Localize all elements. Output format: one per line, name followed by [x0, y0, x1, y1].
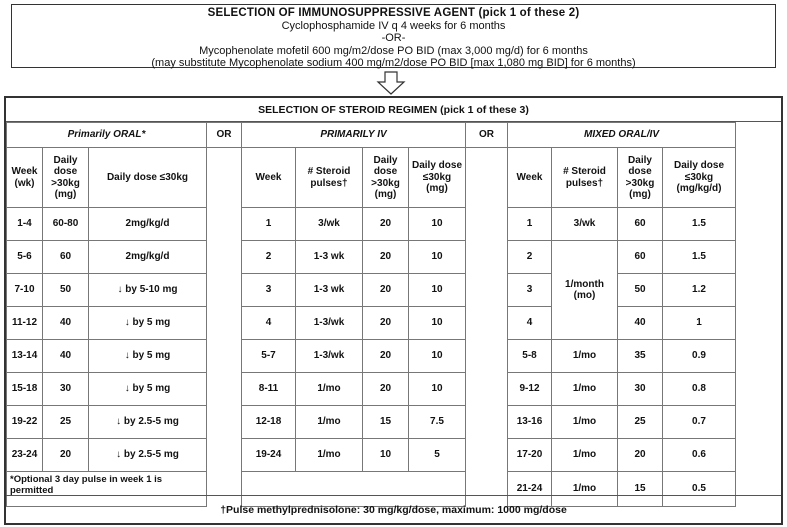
mixed-cell: 0.6 [663, 439, 736, 472]
mixed-cell: 0.8 [663, 373, 736, 406]
mixed-cell: 21-24 [508, 472, 552, 507]
mixed-cell: 35 [618, 340, 663, 373]
mixed-cell: 40 [618, 307, 663, 340]
mixed-cell: 20 [618, 439, 663, 472]
iv-cell: 1-3 wk [296, 274, 363, 307]
mixed-header-pulses: # Steroid pulses† [552, 148, 618, 208]
oral-cell: 15-18 [7, 373, 43, 406]
oral-cell: 5-6 [7, 241, 43, 274]
table-row [7, 208, 736, 241]
oral-cell: ↓ by 5 mg [89, 307, 207, 340]
iv-cell: 1/mo [296, 439, 363, 472]
mixed-header-dose-under30: Daily dose ≤30kg (mg/kg/d) [663, 148, 736, 208]
mixed-cell: 1/mo [552, 439, 618, 472]
iv-cell: 3 [242, 274, 296, 307]
mixed-cell: 60 [618, 241, 663, 274]
mixed-cell: 1.5 [663, 241, 736, 274]
table-row [7, 307, 736, 340]
oral-cell: 19-22 [7, 406, 43, 439]
oral-cell: 60 [43, 241, 89, 274]
oral-cell: 60-80 [43, 208, 89, 241]
iv-cell: 2 [242, 241, 296, 274]
iv-cell: 15 [363, 406, 409, 439]
mixed-cell: 13-16 [508, 406, 552, 439]
iv-cell: 20 [363, 241, 409, 274]
oral-cell: 1-4 [7, 208, 43, 241]
mixed-cell: 3 [508, 274, 552, 307]
oral-cell: 20 [43, 439, 89, 472]
mixed-cell: 3/wk [552, 208, 618, 241]
mixed-cell: 9-12 [508, 373, 552, 406]
iv-cell: 4 [242, 307, 296, 340]
iv-cell: 5-7 [242, 340, 296, 373]
iv-header-dose-over30: Daily dose >30kg (mg) [363, 148, 409, 208]
mixed-cell: 1/mo [552, 472, 618, 507]
oral-cell: 40 [43, 340, 89, 373]
mixed-cell: 1 [663, 307, 736, 340]
oral-footnote: *Optional 3 day pulse in week 1 is permitted [7, 472, 207, 507]
mixed-cell: 17-20 [508, 439, 552, 472]
iv-header-dose-under30: Daily dose ≤30kg (mg) [409, 148, 466, 208]
mixed-cell: 15 [618, 472, 663, 507]
mixed-cell: 0.9 [663, 340, 736, 373]
iv-cell: 20 [363, 307, 409, 340]
oral-cell: 40 [43, 307, 89, 340]
immunosuppressive-agent-box [11, 4, 776, 68]
steroid-title: SELECTION OF STEROID REGIMEN (pick 1 of these 3) [6, 98, 781, 122]
immuno-or: -OR- [381, 32, 406, 45]
immuno-option-cyclophosphamide: Cyclophosphamide IV q 4 weeks for 6 months [281, 19, 506, 32]
oral-cell: 2mg/kg/d [89, 241, 207, 274]
mixed-cell: 1.2 [663, 274, 736, 307]
mixed-cell: 25 [618, 406, 663, 439]
iv-cell: 1-3/wk [296, 307, 363, 340]
oral-header-week: Week (wk) [7, 148, 43, 208]
immuno-option-mycophenolate: Mycophenolate mofetil 600 mg/m2/dose PO BID (max 3,000 mg/d) for 6 months [199, 44, 588, 57]
mixed-cell: 50 [618, 274, 663, 307]
iv-cell: 1/mo [296, 406, 363, 439]
oral-cell: 25 [43, 406, 89, 439]
iv-header-pulses: # Steroid pulses† [296, 148, 363, 208]
iv-cell: 1-3 wk [296, 241, 363, 274]
oral-cell: 50 [43, 274, 89, 307]
table-row [7, 340, 736, 373]
oral-cell: 7-10 [7, 274, 43, 307]
mixed-section-title: MIXED ORAL/IV [508, 123, 736, 148]
iv-cell: 20 [363, 208, 409, 241]
mixed-cell: 1.5 [663, 208, 736, 241]
or-label-2: OR [466, 123, 508, 148]
iv-cell: 1 [242, 208, 296, 241]
oral-header-dose-over30: Daily dose >30kg (mg) [43, 148, 89, 208]
oral-cell: 30 [43, 373, 89, 406]
mixed-cell: 5-8 [508, 340, 552, 373]
table-row [7, 406, 736, 439]
table-row [7, 439, 736, 472]
oral-section-title: Primarily ORAL* [7, 123, 207, 148]
mixed-merged-pulses: 1/month (mo) [552, 241, 618, 340]
immuno-title: SELECTION OF IMMUNOSUPPRESSIVE AGENT (pick 1 of these 2) [207, 7, 580, 19]
iv-cell: 3/wk [296, 208, 363, 241]
mixed-cell: 30 [618, 373, 663, 406]
mixed-cell: 1/mo [552, 406, 618, 439]
iv-cell: 1/mo [296, 373, 363, 406]
iv-cell: 7.5 [409, 406, 466, 439]
iv-cell: 1-3/wk [296, 340, 363, 373]
or-label-1: OR [207, 123, 242, 148]
table-row [7, 241, 736, 274]
or-spacer-1 [207, 148, 242, 507]
iv-cell: 10 [409, 241, 466, 274]
mixed-header-week: Week [508, 148, 552, 208]
iv-header-week: Week [242, 148, 296, 208]
table-row [7, 274, 736, 307]
oral-cell: ↓ by 5-10 mg [89, 274, 207, 307]
immuno-substitute-note: (may substitute Mycophenolate sodium 400 mg/m2/dose PO BID [max 1,080 mg BID] for 6 months) [151, 57, 636, 70]
iv-section-title: PRIMARILY IV [242, 123, 466, 148]
iv-cell: 8-11 [242, 373, 296, 406]
iv-cell: 10 [363, 439, 409, 472]
iv-cell: 20 [363, 373, 409, 406]
iv-cell: 20 [363, 274, 409, 307]
oral-cell: 13-14 [7, 340, 43, 373]
oral-cell: ↓ by 2.5-5 mg [89, 406, 207, 439]
iv-cell: 12-18 [242, 406, 296, 439]
mixed-cell: 1 [508, 208, 552, 241]
iv-cell: 10 [409, 373, 466, 406]
mixed-cell: 1/mo [552, 373, 618, 406]
steroid-regimen-table [4, 96, 783, 525]
oral-cell: 11-12 [7, 307, 43, 340]
mixed-header-dose-over30: Daily dose >30kg (mg) [618, 148, 663, 208]
mixed-cell: 1/mo [552, 340, 618, 373]
iv-cell: 10 [409, 307, 466, 340]
iv-cell: 10 [409, 274, 466, 307]
oral-cell: ↓ by 5 mg [89, 340, 207, 373]
table-row [7, 373, 736, 406]
oral-cell: ↓ by 5 mg [89, 373, 207, 406]
mixed-cell: 0.7 [663, 406, 736, 439]
iv-cell: 20 [363, 340, 409, 373]
mixed-cell: 4 [508, 307, 552, 340]
steroid-grid [6, 122, 736, 507]
oral-cell: ↓ by 2.5-5 mg [89, 439, 207, 472]
oral-cell: 23-24 [7, 439, 43, 472]
oral-cell: 2mg/kg/d [89, 208, 207, 241]
mixed-cell: 60 [618, 208, 663, 241]
iv-cell: 10 [409, 208, 466, 241]
iv-cell: 19-24 [242, 439, 296, 472]
pulse-footnote: †Pulse methylprednisolone: 30 mg/kg/dose, maximum: 1000 mg/dose [6, 495, 781, 523]
oral-header-dose-under30: Daily dose ≤30kg [89, 148, 207, 208]
iv-cell: 10 [409, 340, 466, 373]
down-arrow-icon [376, 71, 406, 95]
iv-cell: 5 [409, 439, 466, 472]
mixed-cell: 0.5 [663, 472, 736, 507]
or-spacer-2 [466, 148, 508, 507]
mixed-cell: 2 [508, 241, 552, 274]
